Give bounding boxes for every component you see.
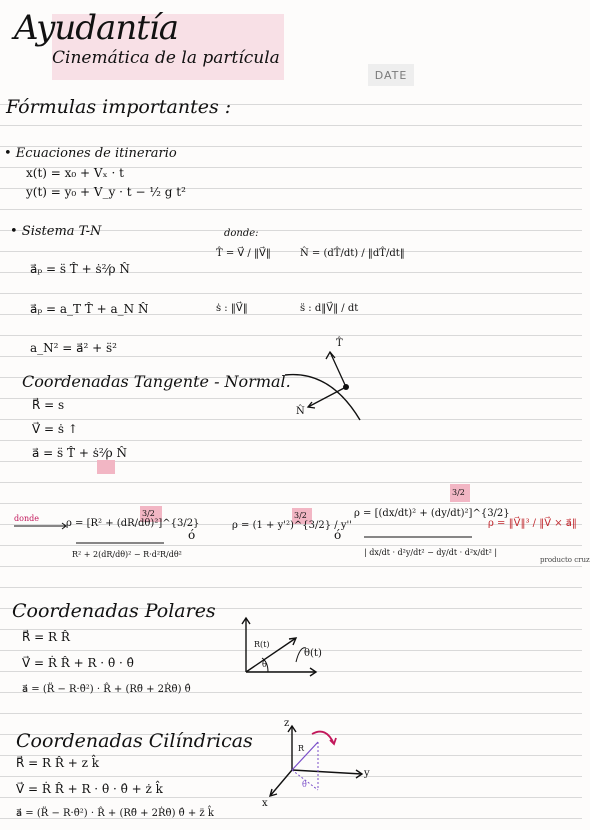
formulas-heading: Fórmulas importantes :	[6, 96, 232, 118]
tn-a: a⃗ = s̈ T̂ + ṡ²⁄ρ N̂	[32, 446, 128, 460]
cross-product-note: producto cruz	[540, 556, 590, 564]
tn-R: R⃗ = s	[32, 398, 65, 412]
cilindricas-V: V⃗ = Ṙ R̂ + R · θ̇ · θ̂ + ż k̂	[16, 782, 163, 796]
tn-donde: donde:	[224, 228, 259, 239]
radius-f2: ρ = (1 + y'²)^{3/2} / y''	[232, 520, 352, 531]
tn-sdot-def: ṡ : ‖V⃗‖	[216, 303, 248, 314]
tn-V: V⃗ = ṡ ↑	[32, 422, 78, 436]
date-label: DATE	[368, 64, 414, 86]
tn-ap2: a⃗ₚ = a_T T̂ + a_N N̂	[30, 302, 149, 316]
cyl-axis-x: x	[262, 798, 268, 809]
cyl-axis-y: y	[364, 768, 370, 779]
polar-label-R: R(t)	[254, 640, 270, 649]
tn-T-def: T̂ = V⃗ / ‖V⃗‖	[216, 248, 271, 259]
label-T-hat: T̂	[336, 338, 343, 349]
label-N-hat: N̂	[296, 406, 305, 417]
polares-R: R⃗ = R R̂	[22, 630, 70, 644]
exp-3: 3/2	[452, 488, 465, 497]
polares-heading: Coordenadas Polares	[12, 600, 216, 622]
cyl-label-R: R	[298, 744, 305, 753]
page-title: Ayudantía	[14, 8, 179, 48]
tn-sddot-def: s̈ : d‖V⃗‖ / dt	[300, 303, 359, 314]
cilindricas-R: R⃗ = R R̂ + z k̂	[16, 756, 99, 770]
polar-label-theta: θ(t)	[304, 648, 322, 659]
or-1: ó	[188, 528, 196, 542]
cyl-label-theta: θ	[302, 780, 307, 789]
polares-a: a⃗ = (R̈ − R·θ̇²) · R̂ + (Rθ̈ + 2Ṙθ̇) θ̂	[22, 684, 191, 695]
cilindricas-a: a⃗ = (R̈ − R·θ̇²) · R̂ + (Rθ̈ + 2Ṙθ̇) θ̂ + z̈ k̂	[16, 808, 214, 819]
radius-donde: donde	[14, 514, 39, 523]
itinerario-heading: • Ecuaciones de itinerario	[4, 146, 177, 161]
exp-2: 3/2	[294, 511, 307, 520]
radius-f1-num: ρ = [R² + (dR/dθ)²]^{3/2}	[66, 518, 200, 529]
cilindricas-heading: Coordenadas Cilíndricas	[16, 730, 253, 752]
polar-label-theta-small: θ	[262, 660, 267, 669]
cyl-axis-z: z	[284, 718, 290, 729]
exp-1: 3/2	[142, 509, 155, 518]
page-subtitle: Cinemática de la partícula	[52, 48, 280, 68]
tn-an: a_N² = a⃗² + s̈²	[30, 341, 117, 355]
eq-x: x(t) = x₀ + Vₓ · t	[26, 166, 124, 180]
tn-heading: • Sistema T-N	[10, 224, 102, 239]
radius-f3-den: | dx/dt · d²y/dt² − dy/dt · d²x/dt² |	[364, 548, 498, 557]
polares-V: V⃗ = Ṙ R̂ + R · θ̇ · θ̂	[22, 656, 134, 670]
eq-y: y(t) = y₀ + V_y · t − ½ g t²	[26, 185, 186, 199]
tangente-normal-heading: Coordenadas Tangente - Normal.	[22, 372, 291, 391]
radius-f1-den: R² + 2(dR/dθ)² − R·d²R/dθ²	[72, 550, 182, 559]
radius-f4: ρ = ‖V⃗‖³ / ‖V⃗ × a⃗‖	[488, 518, 577, 529]
tn-ap1: a⃗ₚ = s̈ T̂ + ṡ²⁄ρ N̂	[30, 262, 130, 276]
radius-f3-num: ρ = [(dx/dt)² + (dy/dt)²]^{3/2}	[354, 508, 510, 519]
tn-N-def: N̂ = (dT̂/dt) / ‖dT̂/dt‖	[300, 248, 405, 259]
or-2: ó	[334, 528, 342, 542]
